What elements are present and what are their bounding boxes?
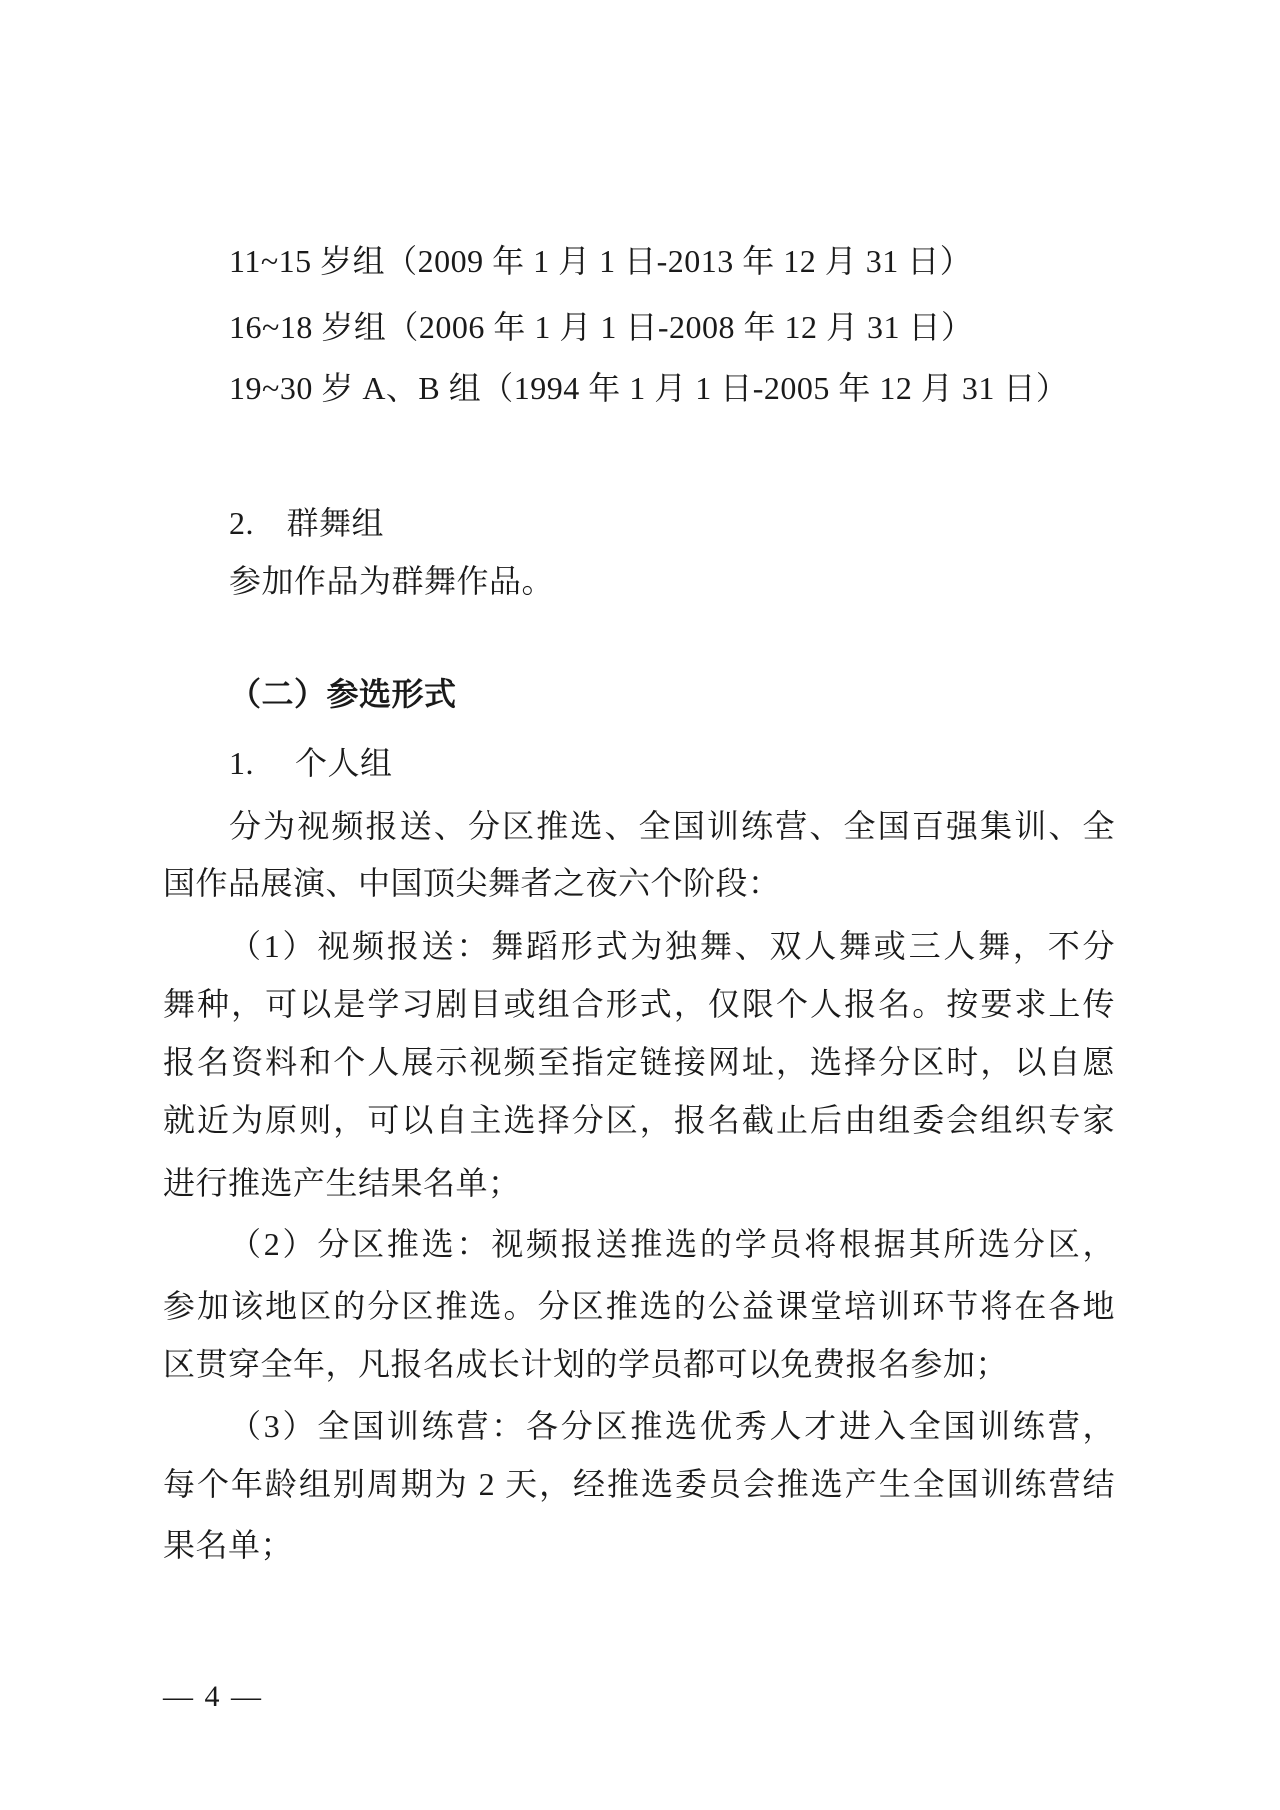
line-stage1-video-submission-4: 就近为原则，可以自主选择分区，报名截止后由组委会组织专家 xyxy=(163,1102,1115,1138)
line-stage1-video-submission-5: 进行推选产生结果名单； xyxy=(163,1165,521,1201)
line-group-dance-description: 参加作品为群舞作品。 xyxy=(229,563,555,599)
line-stage2-division-selection-1: （2）分区推选：视频报送推选的学员将根据其所选分区， xyxy=(229,1226,1115,1262)
line-item-1-individual-title: 1. 个人组 xyxy=(229,745,393,781)
line-stage2-division-selection-2: 参加该地区的分区推选。分区推选的公益课堂培训环节将在各地 xyxy=(163,1288,1115,1324)
line-item-2-group-dance-title: 2. 群舞组 xyxy=(229,505,385,541)
heading-participation-format: （二）参选形式 xyxy=(229,676,457,712)
line-age-group-16-18: 16~18 岁组（2006 年 1 月 1 日-2008 年 12 月 31 日） xyxy=(229,309,974,345)
line-stage1-video-submission-2: 舞种，可以是学习剧目或组合形式，仅限个人报名。按要求上传 xyxy=(163,986,1115,1022)
line-individual-stages-1: 分为视频报送、分区推选、全国训练营、全国百强集训、全 xyxy=(229,808,1115,844)
line-age-group-11-15: 11~15 岁组（2009 年 1 月 1 日-2013 年 12 月 31 日） xyxy=(229,243,973,279)
line-stage2-division-selection-3: 区贯穿全年，凡报名成长计划的学员都可以免费报名参加； xyxy=(163,1346,1009,1382)
line-age-group-19-30: 19~30 岁 A、B 组（1994 年 1 月 1 日-2005 年 12 月 31 日） xyxy=(229,370,1069,406)
page-number: — 4 — xyxy=(163,1680,263,1713)
line-stage1-video-submission-3: 报名资料和个人展示视频至指定链接网址，选择分区时，以自愿 xyxy=(163,1044,1115,1080)
line-stage1-video-submission-1: （1）视频报送：舞蹈形式为独舞、双人舞或三人舞，不分 xyxy=(229,928,1115,964)
line-stage3-national-camp-3: 果名单； xyxy=(163,1527,294,1563)
line-stage3-national-camp-1: （3）全国训练营：各分区推选优秀人才进入全国训练营， xyxy=(229,1408,1115,1444)
line-stage3-national-camp-2: 每个年龄组别周期为 2 天，经推选委员会推选产生全国训练营结 xyxy=(163,1466,1115,1502)
line-individual-stages-2: 国作品展演、中国顶尖舞者之夜六个阶段： xyxy=(163,865,781,901)
